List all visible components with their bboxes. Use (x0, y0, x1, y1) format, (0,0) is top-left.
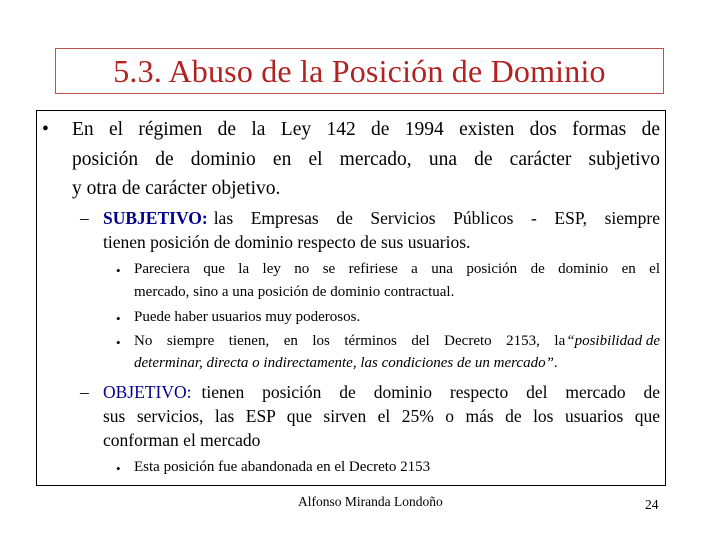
objetivo-line-1-text: tienen posición de dominio respecto del mercado de (201, 382, 660, 402)
subjetivo-line-1 (103, 208, 660, 229)
subjetivo-line-2: tienen posición de dominio respecto de sus usuarios. (103, 232, 471, 252)
footer-author: Alfonso Miranda Londoño (298, 494, 443, 509)
sub-bullet-3-line-2 (134, 355, 558, 372)
objetivo-line-1 (103, 382, 660, 403)
sub-bullet-3-end: . (553, 355, 558, 371)
intro-line-1: En el régimen de la Ley 142 de 1994 existen dos formas de (72, 119, 660, 140)
objetivo-line-3: conforman el mercado (103, 430, 261, 450)
sub-bullet-1-line-1: Pareciera que la ley no se refiriese a una posición de dominio en el (134, 261, 660, 277)
bullet-obj-1: • (116, 461, 121, 476)
sub-bullet-3-plain: No siempre tienen, en los términos del Decreto 2153, la (134, 333, 566, 349)
sub-bullet-3-italic: “posibilidad de (566, 333, 660, 349)
obj-bullet-1-line-1: Esta posición fue abandonada en el Decreto 2153 (134, 459, 431, 475)
sub-bullet-3-italic-2: determinar, directa o indirectamente, las condiciones de un mercado” (134, 355, 554, 371)
objetivo-line-2: sus servicios, las ESP que sirven el 25% o más de los usuarios que (103, 406, 660, 426)
subjetivo-line-1-text: las Empresas de Servicios Públicos - ESP, siempre (213, 208, 660, 228)
sub-bullet-1-line-2: mercado, sino a una posición de dominio contractual. (134, 284, 455, 300)
intro-line-3: y otra de carácter objetivo. (72, 178, 281, 199)
sub-bullet-3-line-1 (134, 333, 660, 350)
title-box (55, 48, 664, 94)
dash-subjetivo: – (80, 208, 89, 228)
intro-line-2: posición de dominio en el mercado, una de carácter subjetivo (72, 149, 660, 170)
bullet-sub-1: • (116, 263, 121, 278)
bullet-sub-3: • (116, 335, 121, 350)
sub-bullet-2-line-1: Puede haber usuarios muy poderosos. (134, 309, 361, 325)
objetivo-label: OBJETIVO: (103, 382, 192, 402)
bullet-intro: • (42, 119, 49, 140)
bullet-sub-2: • (116, 311, 121, 326)
slide-title: 5.3. Abuso de la Posición de Dominio (113, 52, 606, 89)
footer-page-number: 24 (645, 497, 659, 512)
subjetivo-label: SUBJETIVO: (103, 208, 208, 228)
dash-objetivo: – (80, 382, 89, 402)
